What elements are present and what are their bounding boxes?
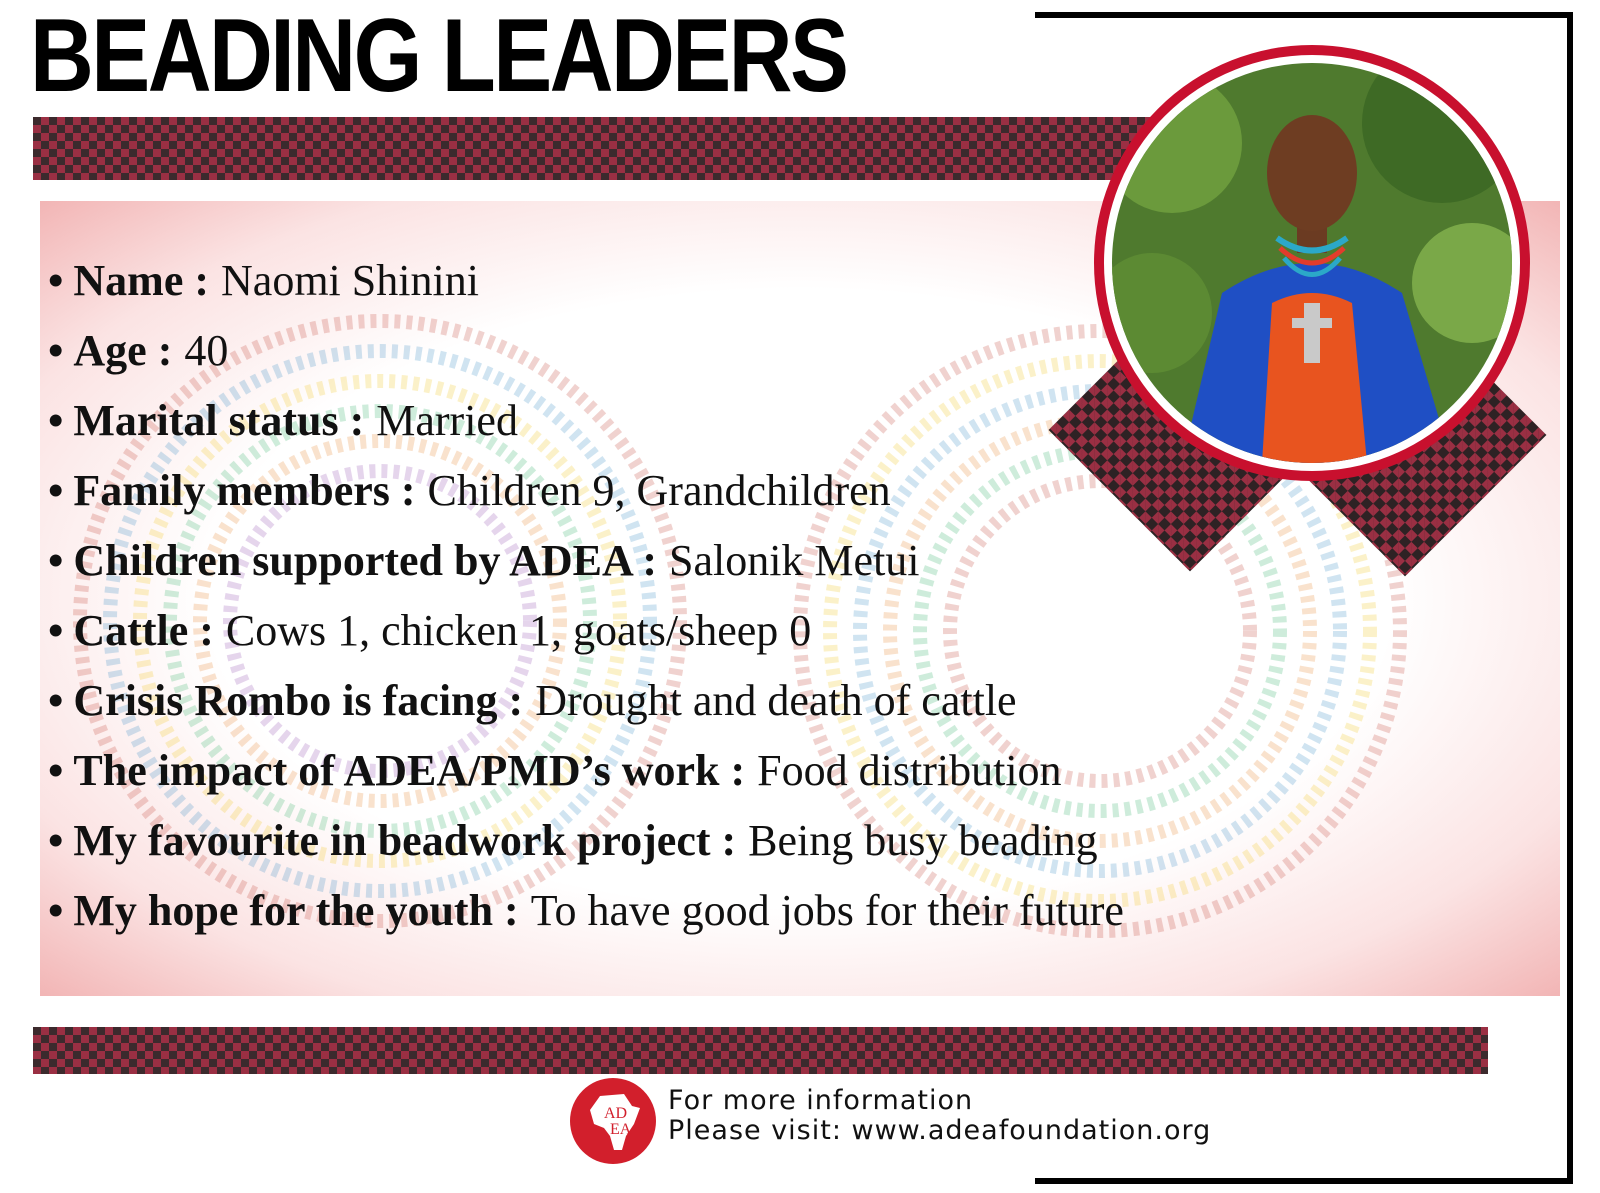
frame-line-top [1035,12,1573,18]
profile-item-marital-status [48,385,1124,455]
bullet: • [48,465,64,515]
bullet: • [48,255,64,305]
pattern-band-top [33,117,1153,180]
pattern-band-bottom [33,1027,1488,1074]
profile-item-cattle [48,595,1124,665]
africa-logo-icon [570,1078,656,1164]
profile-label: Children supported by ADEA : [73,535,657,585]
bullet: • [48,885,64,935]
profile-value: To have good jobs for their future [530,885,1124,935]
profile-label: Crisis Rombo is facing : [73,675,524,725]
bullet: • [48,395,64,445]
profile-value: Being busy beading [748,815,1098,865]
profile-item-children-supported [48,525,1124,595]
profile-item-hope [48,875,1124,945]
profile-item-name [48,245,1124,315]
bullet: • [48,605,64,655]
bullet: • [48,325,64,375]
profile-label: The impact of ADEA/PMD’s work : [73,745,746,795]
portrait-photo [1112,63,1512,463]
profile-label: Age : [73,325,173,375]
bullet: • [48,675,64,725]
adea-logo [570,1078,656,1164]
profile-value: Naomi Shinini [221,255,479,305]
footer-line-1: For more information [668,1085,974,1116]
profile-item-favourite [48,805,1124,875]
profile-value: Salonik Metui [668,535,920,585]
profile-label: Cattle : [73,605,214,655]
portrait-illustration [1112,63,1512,463]
footer-website-link[interactable]: Please visit: www.adeafoundation.org [668,1115,1212,1146]
profile-value: Cows 1, chicken 1, goats/sheep 0 [225,605,812,655]
profile-item-crisis [48,665,1124,735]
profile-list [48,245,1124,945]
profile-value: Children 9, Grandchildren [427,465,891,515]
profile-label: Name : [73,255,210,305]
portrait-frame [1094,45,1530,481]
profile-label: Family members : [73,465,416,515]
frame-line-right [1567,12,1573,1184]
profile-value: 40 [184,325,229,375]
profile-label: My hope for the youth : [73,885,519,935]
profile-value: Drought and death of cattle [535,675,1017,725]
page-title: BEADING LEADERS [30,0,847,114]
profile-value: Food distribution [757,745,1062,795]
bullet: • [48,815,64,865]
profile-label: My favourite in beadwork project : [73,815,737,865]
frame-line-bottom [1035,1178,1573,1184]
profile-item-impact [48,735,1124,805]
logo-text-bottom: EA [610,1121,632,1138]
bullet: • [48,745,64,795]
profile-label: Marital status : [73,395,365,445]
logo-text-top: AD [604,1105,628,1122]
profile-value: Married [376,395,518,445]
profile-item-age [48,315,1124,385]
bullet: • [48,535,64,585]
footer-info [668,1086,1211,1146]
profile-item-family-members [48,455,1124,525]
